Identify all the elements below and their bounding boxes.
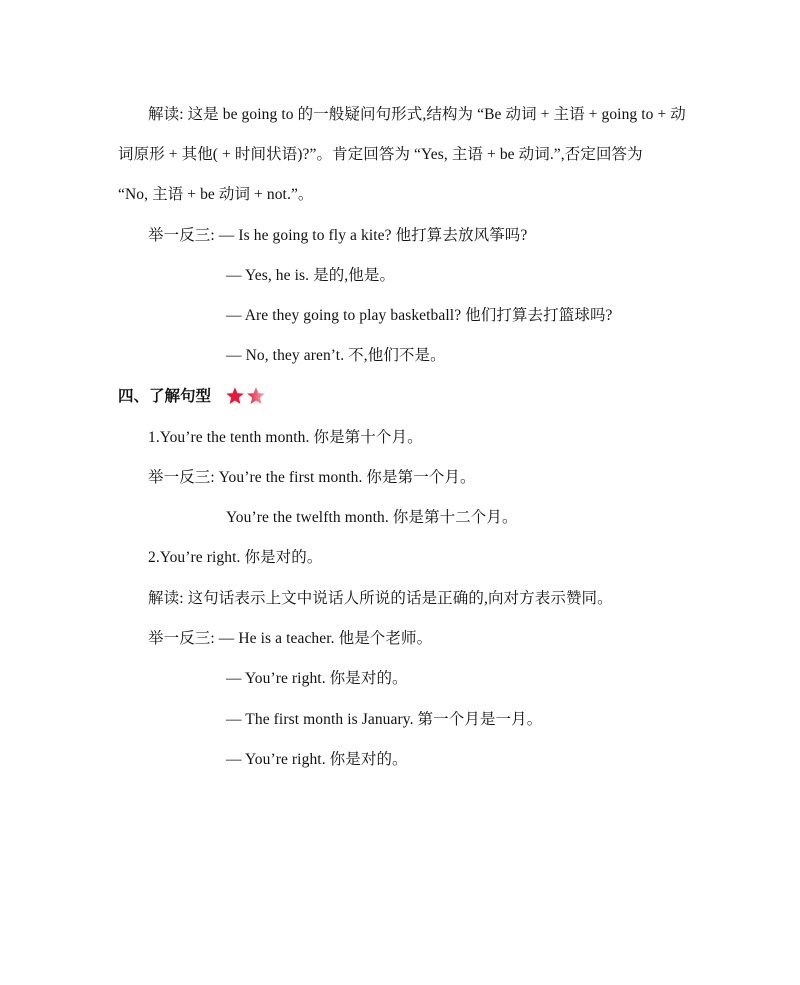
explanation-line-3: “No, 主语 + be 动词 + not.”。 — [118, 186, 314, 203]
example-question-1: 举一反三: — Is he going to fly a kite? 他打算去放风筝吗? — [148, 227, 528, 244]
example-question-2: — Are they going to play basketball? 他们打算去打篮球吗? — [226, 307, 613, 324]
explanation-line-2: 词原形 + 其他( + 时间状语)?”。肯定回答为 “Yes, 主语 + be 动词.”,否定回答为 — [118, 146, 643, 163]
item2-example-line-2: — You’re right. 你是对的。 — [226, 670, 408, 687]
item2-example-line-3: — The first month is January. 第一个月是一月。 — [226, 711, 543, 728]
difficulty-stars — [225, 386, 267, 406]
item1-example-line-1: 举一反三: You’re the first month. 你是第一个月。 — [148, 469, 476, 486]
section-heading — [118, 386, 267, 406]
item1-example-line-2: You’re the twelfth month. 你是第十二个月。 — [226, 509, 518, 526]
star-icon — [225, 386, 245, 406]
section-heading-text: 四、了解句型 — [118, 387, 212, 405]
item2-explanation: 解读: 这句话表示上文中说话人所说的话是正确的,向对方表示赞同。 — [148, 590, 613, 607]
item2-example-line-4: — You’re right. 你是对的。 — [226, 751, 408, 768]
sentence-item-1: 1.You’re the tenth month. 你是第十个月。 — [148, 429, 423, 446]
item2-example-line-1: 举一反三: — He is a teacher. 他是个老师。 — [148, 630, 433, 647]
example-answer-2: — No, they aren’t. 不,他们不是。 — [226, 347, 446, 364]
sentence-item-2: 2.You’re right. 你是对的。 — [148, 549, 323, 566]
star-faded-icon — [246, 386, 266, 406]
explanation-line-1: 解读: 这是 be going to 的一般疑问句形式,结构为 “Be 动词 + 主语 + going to + 动 — [148, 106, 686, 123]
example-answer-1: — Yes, he is. 是的,他是。 — [226, 267, 396, 284]
